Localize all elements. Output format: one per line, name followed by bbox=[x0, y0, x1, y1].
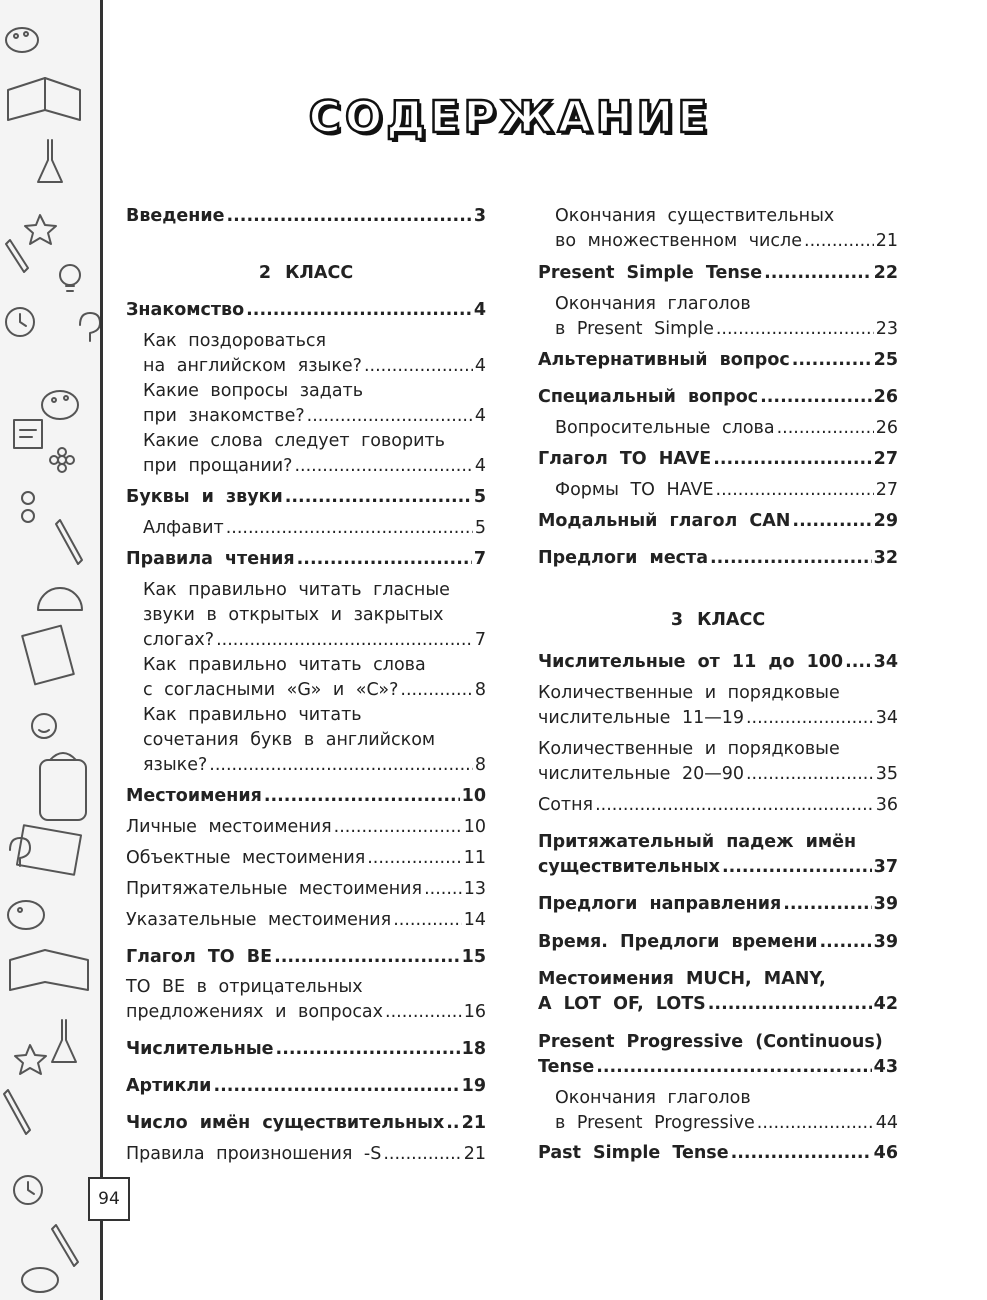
entry-title: Местоимения MUCH, MANY, bbox=[538, 969, 826, 989]
leader-dots bbox=[708, 992, 872, 1017]
entry-page: 44 bbox=[875, 1113, 898, 1133]
toc-entry[interactable] bbox=[538, 1141, 898, 1166]
question-mark-icon bbox=[80, 313, 100, 341]
entry-title: Количественные и порядковые bbox=[538, 739, 840, 759]
entry-page: 5 bbox=[474, 518, 486, 538]
entry-page: 46 bbox=[873, 1143, 898, 1163]
entry-title: Алфавит bbox=[143, 518, 224, 538]
entry-title: Глагол TO HAVE bbox=[538, 449, 712, 469]
leader-dots bbox=[213, 1074, 459, 1099]
entry-page: 27 bbox=[873, 449, 898, 469]
entry-page: 25 bbox=[873, 350, 898, 370]
entry-page: 7 bbox=[473, 549, 486, 569]
entry-page: 42 bbox=[873, 994, 898, 1014]
entry-title: во множественном числе bbox=[555, 231, 803, 251]
book-icon bbox=[8, 78, 80, 120]
entry-title: Как правильно читать слова bbox=[143, 655, 426, 675]
toc-subentry[interactable] bbox=[555, 416, 898, 441]
section-heading-class-3: 3 КЛАСС bbox=[670, 610, 766, 630]
toc-subentry[interactable] bbox=[126, 908, 486, 933]
toc-entry[interactable] bbox=[126, 784, 486, 809]
entry-title: Буквы и звуки bbox=[126, 487, 283, 507]
entry-title: Глагол TO BE bbox=[126, 947, 273, 967]
palette-icon bbox=[6, 28, 38, 52]
entry-title: Как поздороваться bbox=[143, 331, 327, 351]
entry-title: Введение bbox=[126, 206, 225, 226]
leader-dots bbox=[307, 404, 473, 429]
leader-dots bbox=[760, 385, 872, 410]
toc-entry[interactable] bbox=[538, 509, 898, 534]
backpack-icon bbox=[40, 753, 86, 820]
entry-title: Местоимения bbox=[126, 786, 262, 806]
entry-page: 29 bbox=[873, 511, 898, 531]
entry-page: 32 bbox=[873, 548, 898, 568]
page-number: 94 bbox=[88, 1177, 130, 1221]
leader-dots bbox=[716, 317, 874, 342]
toc-subentry[interactable] bbox=[126, 975, 486, 1025]
entry-title: Число имён существительных bbox=[126, 1113, 445, 1133]
entry-title: Числительные bbox=[126, 1039, 274, 1059]
leader-dots bbox=[367, 846, 461, 871]
star-icon bbox=[25, 215, 56, 244]
entry-page: 18 bbox=[461, 1039, 486, 1059]
toc-subentry[interactable] bbox=[538, 793, 898, 818]
leader-dots bbox=[595, 793, 874, 818]
toc-subentry[interactable] bbox=[143, 703, 486, 778]
pencil-icon bbox=[6, 240, 28, 272]
entry-title: сочетания букв в английском bbox=[143, 730, 436, 750]
entry-title: Притяжательный падеж имён bbox=[538, 832, 857, 852]
star-icon-2 bbox=[15, 1045, 46, 1074]
leader-dots bbox=[385, 1000, 462, 1025]
open-book-icon bbox=[10, 950, 88, 990]
toc-entry[interactable] bbox=[538, 930, 898, 955]
entry-page: 39 bbox=[873, 894, 898, 914]
entry-page: 5 bbox=[473, 487, 486, 507]
entry-title: Числительные от 11 до 100 bbox=[538, 652, 844, 672]
leader-dots bbox=[227, 204, 472, 229]
entry-page: 34 bbox=[873, 652, 898, 672]
entry-title: при прощании? bbox=[143, 456, 293, 476]
leader-dots bbox=[713, 447, 871, 472]
leader-dots bbox=[209, 753, 473, 778]
entry-title: Tense bbox=[538, 1057, 595, 1077]
entry-title: в Present Progressive bbox=[555, 1113, 755, 1133]
border-line bbox=[100, 0, 103, 1300]
entry-title: Окончания глаголов bbox=[555, 1088, 751, 1108]
entry-title: предложениях и вопросах bbox=[126, 1002, 384, 1022]
entry-page: 7 bbox=[474, 630, 486, 650]
leader-dots bbox=[274, 945, 460, 970]
entry-title: языке? bbox=[143, 755, 208, 775]
leader-dots bbox=[383, 1142, 461, 1167]
entry-page: 13 bbox=[463, 879, 486, 899]
entry-title: Правила чтения bbox=[126, 549, 295, 569]
entry-title: слогах? bbox=[143, 630, 215, 650]
entry-page: 34 bbox=[875, 708, 898, 728]
smile-icon bbox=[32, 714, 56, 738]
entry-title: Альтернативный вопрос bbox=[538, 350, 790, 370]
entry-title: существительных bbox=[538, 857, 720, 877]
entry-title: Какие вопросы задать bbox=[143, 381, 364, 401]
entry-title: A LOT OF, LOTS bbox=[538, 994, 706, 1014]
toc-subentry[interactable] bbox=[143, 578, 486, 653]
toc-entry[interactable] bbox=[538, 546, 898, 571]
entry-title: Present Simple Tense bbox=[538, 263, 763, 283]
entry-page: 19 bbox=[461, 1076, 486, 1096]
flower-icon bbox=[50, 448, 74, 472]
toc-subentry[interactable] bbox=[143, 379, 486, 429]
entry-title: Вопросительные слова bbox=[555, 418, 775, 438]
pencil-icon-2 bbox=[56, 520, 82, 564]
notebook-icon bbox=[22, 626, 74, 685]
entry-title: числительные 11—19 bbox=[538, 708, 744, 728]
entry-page: 26 bbox=[875, 418, 898, 438]
pencil-icon-3 bbox=[4, 1090, 30, 1134]
entry-title: TO BE в отрицательных bbox=[126, 977, 363, 997]
toc-entry[interactable] bbox=[538, 261, 898, 286]
lightbulb-icon bbox=[60, 265, 80, 291]
leader-dots bbox=[216, 628, 473, 653]
entry-title: Время. Предлоги времени bbox=[538, 932, 818, 952]
entry-title: Указательные местоимения bbox=[126, 910, 392, 930]
entry-page: 10 bbox=[461, 786, 486, 806]
entry-page: 39 bbox=[873, 932, 898, 952]
entry-title: Окончания глаголов bbox=[555, 294, 751, 314]
entry-page: 37 bbox=[873, 857, 898, 877]
toc-entry[interactable] bbox=[538, 385, 898, 410]
leader-dots bbox=[334, 815, 462, 840]
entry-page: 15 bbox=[461, 947, 486, 967]
entry-title: Какие слова следует говорить bbox=[143, 431, 445, 451]
entry-page: 16 bbox=[463, 1002, 486, 1022]
leader-dots bbox=[792, 348, 872, 373]
entry-page: 3 bbox=[473, 206, 486, 226]
entry-title: Специальный вопрос bbox=[538, 387, 759, 407]
leader-dots bbox=[424, 877, 462, 902]
entry-title: Как правильно читать bbox=[143, 705, 362, 725]
palette-icon-4 bbox=[22, 1268, 58, 1292]
leader-dots bbox=[276, 1037, 460, 1062]
toc-entry[interactable] bbox=[126, 1111, 486, 1136]
leader-dots bbox=[297, 547, 472, 572]
leader-dots bbox=[400, 678, 472, 703]
doodle-border bbox=[0, 0, 100, 1300]
entry-page: 14 bbox=[463, 910, 486, 930]
entry-title: Предлоги места bbox=[538, 548, 709, 568]
toc-subentry[interactable] bbox=[126, 1142, 486, 1167]
flask-icon bbox=[38, 140, 62, 182]
leader-dots bbox=[264, 784, 460, 809]
entry-title: при знакомстве? bbox=[143, 406, 305, 426]
leader-dots bbox=[364, 354, 473, 379]
entry-title: числительные 20—90 bbox=[538, 764, 744, 784]
book-icon-2 bbox=[17, 825, 81, 874]
entry-page: 4 bbox=[474, 406, 486, 426]
leader-dots bbox=[226, 516, 473, 541]
entry-title: Сотня bbox=[538, 795, 594, 815]
toc-entry[interactable] bbox=[126, 485, 486, 510]
entry-title: Количественные и порядковые bbox=[538, 683, 840, 703]
entry-page: 43 bbox=[873, 1057, 898, 1077]
entry-title: Правила произношения -S bbox=[126, 1144, 382, 1164]
toc-subentry[interactable] bbox=[555, 204, 898, 254]
leader-dots bbox=[716, 478, 874, 503]
leader-dots bbox=[845, 650, 872, 675]
toc-subentry[interactable] bbox=[143, 329, 486, 379]
palette-icon-2 bbox=[42, 391, 78, 419]
leader-dots bbox=[446, 1111, 459, 1136]
leader-dots bbox=[285, 485, 472, 510]
toc-entry[interactable] bbox=[126, 298, 486, 323]
toc-entry[interactable] bbox=[538, 1030, 898, 1080]
entry-page: 22 bbox=[873, 263, 898, 283]
entry-title: Формы TO HAVE bbox=[555, 480, 714, 500]
entry-page: 35 bbox=[875, 764, 898, 784]
leader-dots bbox=[757, 1111, 874, 1136]
entry-title: в Present Simple bbox=[555, 319, 714, 339]
leader-dots bbox=[777, 416, 874, 441]
leader-dots bbox=[820, 930, 872, 955]
entry-title: с согласными «G» и «C»? bbox=[143, 680, 399, 700]
entry-page: 11 bbox=[463, 848, 486, 868]
toc-subentry[interactable] bbox=[126, 877, 486, 902]
toc-entry[interactable] bbox=[538, 892, 898, 917]
entry-page: 4 bbox=[474, 456, 486, 476]
toc-entry[interactable] bbox=[126, 1074, 486, 1099]
toc-entry[interactable] bbox=[538, 650, 898, 675]
leader-dots bbox=[731, 1141, 872, 1166]
entry-title: Притяжательные местоимения bbox=[126, 879, 423, 899]
leader-dots bbox=[596, 1055, 871, 1080]
entry-title: Предлоги направления bbox=[538, 894, 782, 914]
entry-page: 21 bbox=[461, 1113, 486, 1133]
note-icon bbox=[14, 420, 42, 448]
toc-entry[interactable] bbox=[126, 945, 486, 970]
entry-title: Окончания существительных bbox=[555, 206, 835, 226]
section-heading-class-2: 2 КЛАСС bbox=[258, 263, 354, 283]
leader-dots bbox=[294, 454, 472, 479]
glasses-icon bbox=[22, 492, 34, 522]
toc-subentry[interactable] bbox=[555, 478, 898, 503]
entry-title: на английском языке? bbox=[143, 356, 362, 376]
leader-dots bbox=[746, 762, 874, 787]
toc-entry[interactable] bbox=[126, 547, 486, 572]
leader-dots bbox=[710, 546, 872, 571]
entry-title: Знакомство bbox=[126, 300, 245, 320]
leader-dots bbox=[783, 892, 871, 917]
entry-title: Past Simple Tense bbox=[538, 1143, 729, 1163]
entry-title: Личные местоимения bbox=[126, 817, 332, 837]
entry-title: Present Progressive (Continuous) bbox=[538, 1032, 883, 1052]
entry-title: Артикли bbox=[126, 1076, 212, 1096]
entry-title: Модальный глагол CAN bbox=[538, 511, 791, 531]
leader-dots bbox=[804, 229, 874, 254]
toc-subentry[interactable] bbox=[143, 653, 486, 703]
toc-entry[interactable] bbox=[538, 348, 898, 373]
toc-entry[interactable] bbox=[126, 204, 486, 229]
entry-page: 26 bbox=[873, 387, 898, 407]
entry-page: 23 bbox=[875, 319, 898, 339]
toc-subentry[interactable] bbox=[555, 292, 898, 342]
toc-subentry[interactable] bbox=[555, 1086, 898, 1136]
pencil-icon-4 bbox=[52, 1225, 78, 1266]
entry-page: 36 bbox=[875, 795, 898, 815]
alarm-clock-icon bbox=[6, 308, 34, 336]
toc-subentry[interactable] bbox=[538, 737, 898, 787]
palette-icon-3 bbox=[8, 901, 44, 929]
entry-page: 8 bbox=[474, 755, 486, 775]
flask-icon-2 bbox=[52, 1020, 76, 1062]
alarm-clock-icon-2 bbox=[14, 1176, 42, 1204]
toc-subentry[interactable] bbox=[538, 681, 898, 731]
toc-entry[interactable] bbox=[538, 447, 898, 472]
protractor-icon bbox=[38, 588, 82, 610]
toc-subentry[interactable] bbox=[126, 815, 486, 840]
toc-entry[interactable] bbox=[126, 1037, 486, 1062]
entry-page: 21 bbox=[463, 1144, 486, 1164]
toc-subentry[interactable] bbox=[143, 516, 486, 541]
page-title: СОДЕРЖАНИЕ bbox=[308, 92, 712, 143]
entry-page: 21 bbox=[875, 231, 898, 251]
toc-entry[interactable] bbox=[538, 830, 898, 880]
entry-title: звуки в открытых и закрытых bbox=[143, 605, 444, 625]
leader-dots bbox=[792, 509, 871, 534]
leader-dots bbox=[246, 298, 472, 323]
leader-dots bbox=[746, 706, 874, 731]
toc-entry[interactable] bbox=[538, 967, 898, 1017]
leader-dots bbox=[722, 855, 872, 880]
leader-dots bbox=[393, 908, 462, 933]
toc-subentry[interactable] bbox=[143, 429, 486, 479]
entry-page: 27 bbox=[875, 480, 898, 500]
entry-title: Объектные местоимения bbox=[126, 848, 366, 868]
entry-page: 8 bbox=[474, 680, 486, 700]
entry-page: 4 bbox=[474, 356, 486, 376]
leader-dots bbox=[764, 261, 872, 286]
toc-subentry[interactable] bbox=[126, 846, 486, 871]
entry-page: 4 bbox=[473, 300, 486, 320]
entry-page: 10 bbox=[463, 817, 486, 837]
entry-title: Как правильно читать гласные bbox=[143, 580, 450, 600]
